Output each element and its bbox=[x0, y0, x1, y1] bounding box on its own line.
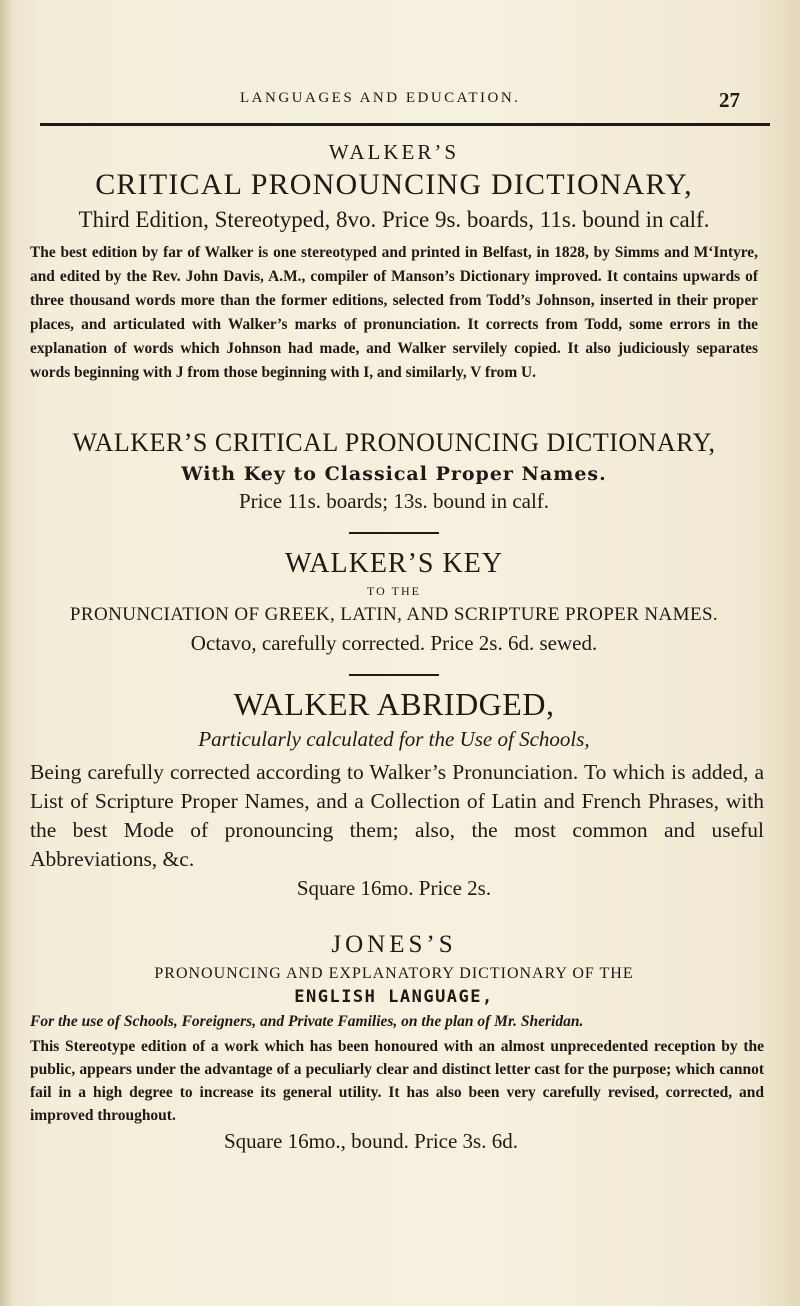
section-divider bbox=[349, 532, 439, 534]
entry-subtitle: PRONUNCIATION OF GREEK, LATIN, AND SCRIPTURE PROPER NAMES. bbox=[69, 604, 719, 625]
entry-title: WALKER’S KEY bbox=[284, 548, 504, 579]
entry-format: Square 16mo., bound. Price 3s. 6d. bbox=[224, 1129, 518, 1153]
entry-title: CRITICAL PRONOUNCING DICTIONARY, bbox=[95, 168, 693, 201]
catalogue-entries bbox=[24, 140, 764, 1154]
entry-connector: TO THE bbox=[367, 584, 421, 598]
entry-walker-key bbox=[24, 548, 764, 676]
entry-title: WALKER ABRIDGED, bbox=[233, 686, 555, 722]
entry-title: PRONOUNCING AND EXPLANATORY DICTIONARY OF THE bbox=[154, 965, 634, 982]
entry-walker-dictionary-with-key bbox=[24, 427, 764, 534]
entry-format: Square 16mo. Price 2s. bbox=[296, 876, 492, 900]
entry-title: WALKER’S CRITICAL PRONOUNCING DICTIONARY, bbox=[72, 428, 716, 457]
spine-shadow bbox=[0, 0, 12, 1306]
entry-owner: WALKER’S bbox=[328, 140, 460, 164]
running-head-title: LANGUAGES AND EDUCATION. bbox=[240, 90, 521, 106]
entry-subtitle: Particularly calculated for the Use of Schools, bbox=[198, 727, 590, 751]
entry-description: The best edition by far of Walker is one stereotyped and printed in Belfast, in 1828, by Simms and M‘Intyre, and edited by the Rev. John Davis, A.M., compiler of Manson’s Dictionary improved. It contains upwards of three thousand words more than the former editions, selected from Todd’s Johnson, inserted in their proper places, and articulated with Walker’s marks of pronunciation. It corrects from Todd, some errors in the explanation of words which Johnson had made, and Walker servilely copied. It also judiciously separates words beginning with J from those beginning with I, and similarly, V from U. bbox=[30, 244, 758, 381]
entry-description: This Stereotype edition of a work which has been honoured with an almost unprecedented reception by the public, appears under the advantage of a peculiarly clear and distinct letter cast for the purpose; which cannot fail in a high degree to increase its general utility. It has also been very carefully revised, corrected, and improved throughout. bbox=[30, 1038, 764, 1124]
entry-description: Being carefully corrected according to Walker’s Pronunciation. To which is added, a List of Scripture Proper Names, and a Collection of Latin and French Phrases, with the best Mode of pronouncing them; also, the most common and useful Abbreviations, &c. bbox=[30, 760, 764, 871]
entry-price: Octavo, carefully corrected. Price 2s. 6d. sewed. bbox=[190, 631, 598, 655]
entry-audience: For the use of Schools, Foreigners, and Private Families, on the plan of Mr. Sheridan. bbox=[30, 1013, 584, 1030]
entry-owner: JONES’S bbox=[331, 931, 457, 958]
entry-language: ENGLISH LANGUAGE, bbox=[294, 987, 494, 1007]
section-divider bbox=[349, 674, 439, 676]
entry-price: Price 11s. boards; 13s. bound in calf. bbox=[238, 489, 550, 513]
entry-walker-dictionary bbox=[24, 140, 764, 385]
entry-edition: Third Edition, Stereotyped, 8vo. Price 9s. boards, 11s. bound in calf. bbox=[78, 207, 710, 232]
page-number: 27 bbox=[719, 88, 740, 112]
running-head bbox=[240, 90, 740, 120]
entry-subtitle: With Key to Classical Proper Names. bbox=[181, 463, 607, 485]
header-rule bbox=[40, 123, 770, 126]
entry-walker-abridged bbox=[24, 686, 764, 901]
entry-jones-dictionary bbox=[24, 931, 764, 1154]
